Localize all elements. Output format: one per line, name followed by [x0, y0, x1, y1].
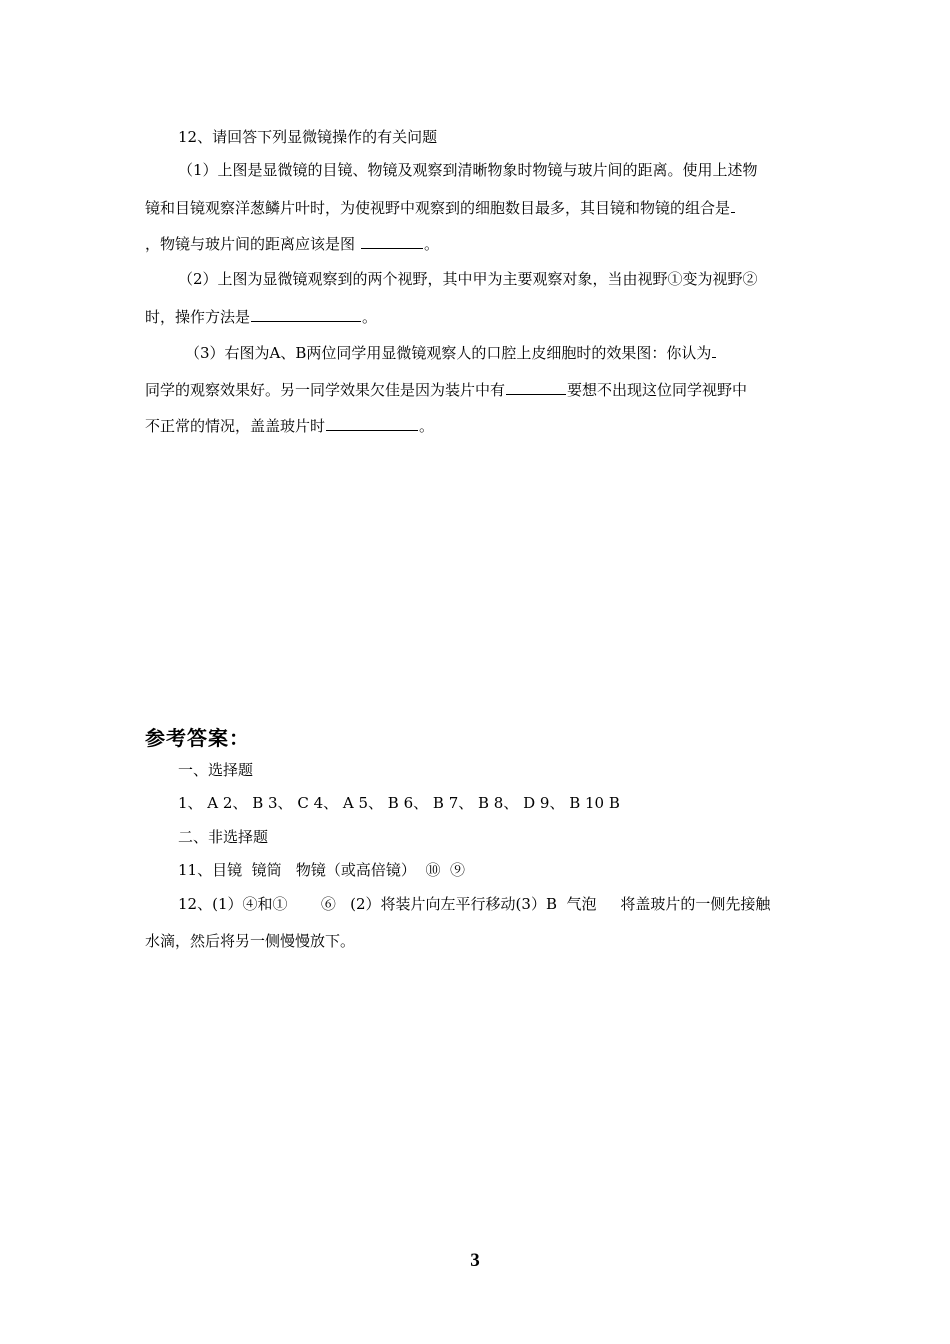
q3-line-1 — [185, 341, 817, 364]
q2-blank-method — [251, 305, 361, 322]
q2-text-1: （2）上图为显微镜观察到的两个视野，其中甲为主要观察对象，当由视野①变为视野② — [178, 270, 758, 288]
q2-line-1 — [178, 268, 810, 290]
q3-text-3: 不正常的情况，盖盖玻片时 — [145, 417, 326, 435]
answers-section-1 — [178, 759, 810, 781]
q1-text-3-end: 。 — [424, 235, 440, 253]
page-number: 3 — [470, 1250, 480, 1271]
q3-blank-procedure — [326, 414, 418, 431]
q3-line-3 — [145, 414, 810, 437]
q12-text-1: 12、(1）④和① ⑥ (2）将装片向左平行移动(3）B 气泡 将盖玻片的一侧先接触 — [178, 895, 771, 913]
answer-q12-line-2 — [145, 930, 810, 952]
q1-blank-combo — [731, 196, 735, 213]
section-1-text: 一、选择题 — [178, 761, 254, 779]
answer-q12-line-1 — [178, 893, 810, 915]
q1-line-2 — [145, 196, 810, 219]
question-title — [178, 126, 810, 148]
answers-heading: 参考答案： — [145, 726, 250, 750]
answer-q11 — [178, 859, 810, 881]
q3-blank-cause — [506, 378, 566, 395]
q2-text-2-end: 。 — [362, 308, 378, 326]
answers-section-2 — [178, 826, 810, 848]
q2-line-2 — [145, 305, 810, 328]
q3-text-3-end: 。 — [419, 417, 435, 435]
q3-text-2: 同学的观察效果好。另一同学效果欠佳是因为装片中有 — [145, 381, 506, 399]
q1-text-2: 镜和目镜观察洋葱鳞片叶时，为使视野中观察到的细胞数目最多，其目镜和物镜的组合是 — [145, 199, 731, 217]
q1-text-1: （1）上图是显微镜的目镜、物镜及观察到清晰物象时物镜与玻片间的距离。使用上述物 — [178, 161, 758, 179]
q3-text-2-end: 要想不出现这位同学视野中 — [567, 381, 748, 399]
q12-text-2: 水滴，然后将另一侧慢慢放下。 — [145, 932, 356, 950]
q1-text-3: ，物镜与玻片间的距离应该是图 — [145, 235, 356, 253]
q1-line-3 — [145, 232, 810, 255]
q3-line-2 — [145, 378, 810, 401]
question-title-text: 12、请回答下列显微镜操作的有关问题 — [178, 128, 438, 146]
section-2-text: 二、非选择题 — [178, 828, 269, 846]
choices-text: 1、 A 2、 B 3、 C 4、 A 5、 B 6、 B 7、 B 8、 D 9、 B 10 B — [178, 794, 620, 812]
q3-text-1: （3）右图为A、B两位同学用显微镜观察人的口腔上皮细胞时的效果图：你认为 — [185, 344, 712, 362]
q11-text: 11、目镜 镜筒 物镜（或高倍镜） ⑩ ⑨ — [178, 861, 466, 879]
q1-line-1 — [178, 159, 810, 181]
answers-choices — [178, 792, 810, 814]
q2-text-2: 时，操作方法是 — [145, 308, 251, 326]
q3-blank-student — [712, 341, 716, 358]
q1-blank-distance — [361, 232, 423, 249]
